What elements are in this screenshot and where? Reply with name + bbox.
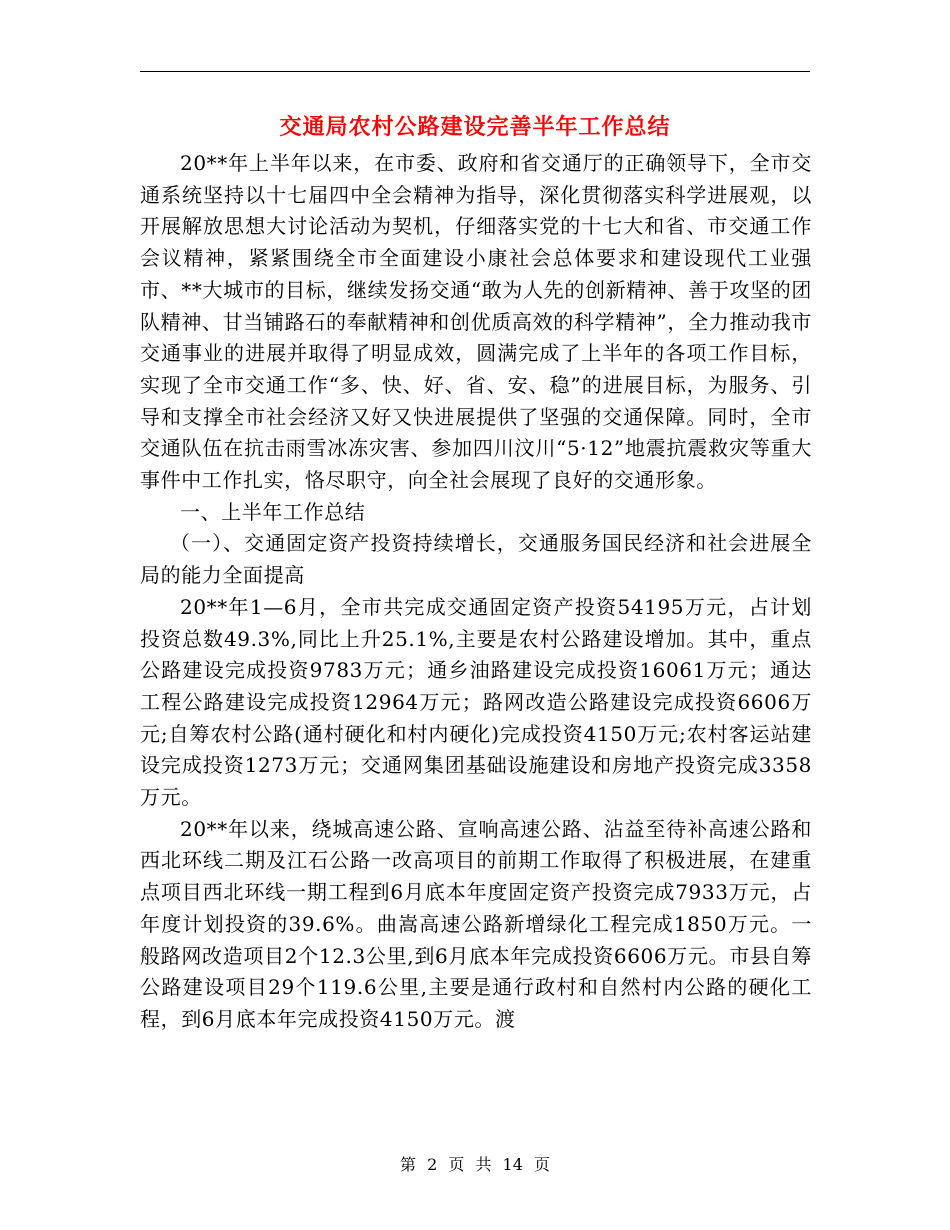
investment-paragraph: 20**年1—6月，全市共完成交通固定资产投资54195万元，占计划投资总数49.3%,同比上升25.1%,主要是农村公路建设增加。其中，重点公路建设完成投资9783万元；通乡油路建设完成投资16061万元；通达工程公路建设完成投资12964万元；路网改造公路建设完成投资6606万元;自筹农村公路(通村硬化和村内硬化)完成投资4150万元;农村客运站建设完成投资1273万元；交通网集团基础设施建设和房地产投资完成3358万元。 (140, 594, 812, 810)
document-title: 交通局农村公路建设完善半年工作总结 (279, 114, 671, 140)
projects-paragraph: 20**年以来，绕城高速公路、宣响高速公路、沾益至待补高速公路和西北环线二期及江石公路一改高项目的前期工作取得了积极进展，在建重点项目西北环线一期工程到6月底本年度固定资产投资完成7933万元，占年度计划投资的39.6%。曲嵩高速公路新增绿化工程完成1850万元。一般路网改造项目2个12.3公里,到6月底本年完成投资6606万元。市县自筹公路建设项目29个119.6公里,主要是通行政村和自然村内公路的硬化工程，到6月底本年完成投资4150万元。渡 (140, 816, 812, 1031)
section-heading-1: 一、上半年工作总结 (180, 499, 366, 524)
document-body (140, 148, 812, 1036)
page-number-footer: 第 2 页 共 14 页 (400, 1155, 550, 1174)
intro-paragraph: 20**年上半年以来，在市委、政府和省交通厅的正确领导下，全市交通系统坚持以十七届四中全会精神为指导，深化贯彻落实科学进展观，以开展解放思想大讨论活动为契机，仔细落实党的十七大和省、市交通工作会议精神，紧紧围绕全市全面建设小康社会总体要求和建设现代工业强市、**大城市的目标，继续发扬交通“敢为人先的创新精神、善于攻坚的团队精神、甘当铺路石的奉献精神和创优质高效的科学精神”，全力推动我市交通事业的进展并取得了明显成效，圆满完成了上半年的各项工作目标，实现了全市交通工作“多、快、好、省、安、稳”的进展目标，为服务、引导和支撑全市社会经济又好又快进展提供了坚强的交通保障。同时，全市交通队伍在抗击雨雪冰冻灾害、参加四川汶川“5·12”地震抗震救灾等重大事件中工作扎实，恪尽职守，向全社会展现了良好的交通形象。 (140, 151, 812, 493)
header-rule (140, 71, 810, 72)
section-heading-2: （一）、交通固定资产投资持续增长，交通服务国民经济和社会进展全局的能力全面提高 (140, 531, 812, 588)
